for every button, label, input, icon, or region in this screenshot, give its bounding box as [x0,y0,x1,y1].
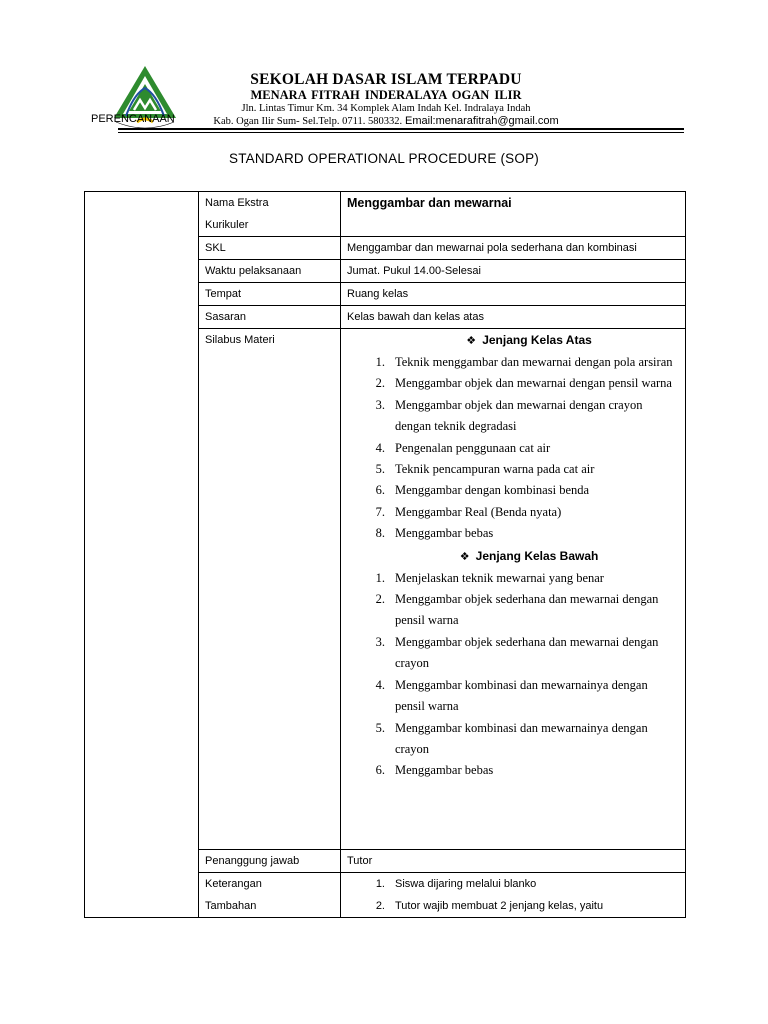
label-nama-line1: Nama Ekstra [205,197,269,209]
list-item [347,675,679,718]
label-silabus: Silabus Materi [199,329,341,850]
list-item-text: Tutor wajib membuat 2 jenjang kelas, yaitu [395,900,604,912]
label-nama-line2: Kurikuler [205,219,249,231]
list-item-number: 8. [375,526,385,541]
list-item-text: Menggambar dengan kombinasi benda [395,483,590,498]
phase-cell [85,113,199,918]
label-keterangan [199,873,341,918]
diamond-bullet-icon: ❖ [466,335,477,347]
list-item-text: Teknik menggambar dan mewarnai dengan pola arsiran [395,355,673,369]
list-item-number: 4. [375,677,385,692]
list-item-text: Teknik pencampuran warna pada cat air [395,462,595,477]
list-item-number: 1. [375,570,385,585]
list-item [347,352,679,373]
list-item-text: Menggambar objek dan mewarnai dengan pensil warna [395,376,672,391]
list-item-text: Menggambar objek sederhana dan mewarnai dengan crayon [395,634,659,671]
list-atas [347,352,679,545]
list-item [347,480,679,501]
list-bawah [347,568,679,782]
table-row-nama [85,192,686,237]
list-item [347,438,679,459]
list-keterangan [347,873,679,917]
list-item [347,718,679,761]
list-item [347,502,679,523]
document-title: STANDARD OPERATIONAL PROCEDURE (SOP) [229,151,539,166]
list-item [347,523,679,544]
list-item-number: 4. [375,440,385,455]
school-subtitle: MENARA FITRAH INDERALAYA OGAN ILIR [250,88,522,102]
label-skl: SKL [199,237,341,260]
list-item-number: 3. [375,397,385,412]
school-contact [180,115,592,128]
list-item-number: 2. [375,592,385,607]
list-item-number: 1. [375,355,385,369]
list-item [347,568,679,589]
label-keterangan-line1: Keterangan [205,878,262,890]
label-penanggung: Penanggung jawab [199,850,341,873]
label-waktu: Waktu pelaksanaan [199,260,341,283]
level-head-bawah [347,545,679,568]
list-item [347,589,679,632]
list-item-number: 7. [375,504,385,519]
list-item [347,459,679,480]
value-skl: Menggambar dan mewarnai pola sederhana dan kombinasi [341,237,686,260]
list-item-number: 5. [375,462,385,477]
list-item-text: Menjelaskan teknik mewarnai yang benar [395,570,604,585]
value-nama [341,192,686,237]
label-sasaran: Sasaran [199,306,341,329]
list-item [347,895,679,917]
phase-label: PERENCANAAN [91,113,175,125]
school-address: Jln. Lintas Timur Km. 34 Komplek Alam Indah Kel. Indralaya Indah [241,103,531,114]
value-sasaran: Kelas bawah dan kelas atas [341,306,686,329]
list-item-text: Menggambar objek sederhana dan mewarnai dengan pensil warna [395,592,659,628]
list-item [347,760,679,781]
list-item-text: Menggambar bebas [395,526,494,541]
list-item-number: 6. [375,483,385,498]
value-tempat: Ruang kelas [341,283,686,306]
list-item-text: Pengenalan penggunaan cat air [395,440,551,455]
list-item-text: Menggambar objek dan mewarnai dengan crayon dengan teknik degradasi [395,397,643,434]
label-nama [199,192,341,237]
label-keterangan-line2: Tambahan [205,900,257,912]
list-item [347,632,679,675]
list-item-number: 2. [375,376,385,391]
header-rule-thin [118,132,684,133]
value-nama-text: Menggambar dan mewarnai [347,196,512,210]
list-item-number: 5. [375,720,385,735]
header-rule-thick [118,128,684,130]
school-name: SEKOLAH DASAR ISLAM TERPADU [250,71,522,88]
value-penanggung: Tutor [341,850,686,873]
label-tempat: Tempat [199,283,341,306]
list-item-text: Menggambar kombinasi dan mewarnainya dengan crayon [395,720,648,756]
level-title-atas: Jenjang Kelas Atas [482,333,592,347]
contact-phone: Kab. Ogan Ilir Sum- Sel.Telp. 0711. 580332. [213,116,403,127]
level-title-bawah: Jenjang Kelas Bawah [475,548,599,563]
diamond-bullet-icon: ❖ [459,550,470,563]
list-item-number: 1. [375,878,385,890]
list-item-number: 3. [375,634,385,649]
list-item [347,395,679,438]
list-item-text: Menggambar bebas [395,763,494,778]
list-item-text: Siswa dijaring melalui blanko [395,878,537,890]
list-item-text: Menggambar kombinasi dan mewarnainya dengan pensil warna [395,677,648,714]
list-item-number: 6. [375,763,385,778]
value-waktu: Jumat. Pukul 14.00-Selesai [341,260,686,283]
list-item-number: 2. [375,900,385,912]
letterhead [180,71,592,128]
list-item [347,873,679,895]
contact-email: Email:menarafitrah@gmail.com [405,115,559,127]
list-item [347,373,679,394]
value-keterangan [341,873,686,918]
level-head-atas [347,329,679,352]
list-item-text: Menggambar Real (Benda nyata) [395,504,562,519]
value-silabus [341,329,686,850]
